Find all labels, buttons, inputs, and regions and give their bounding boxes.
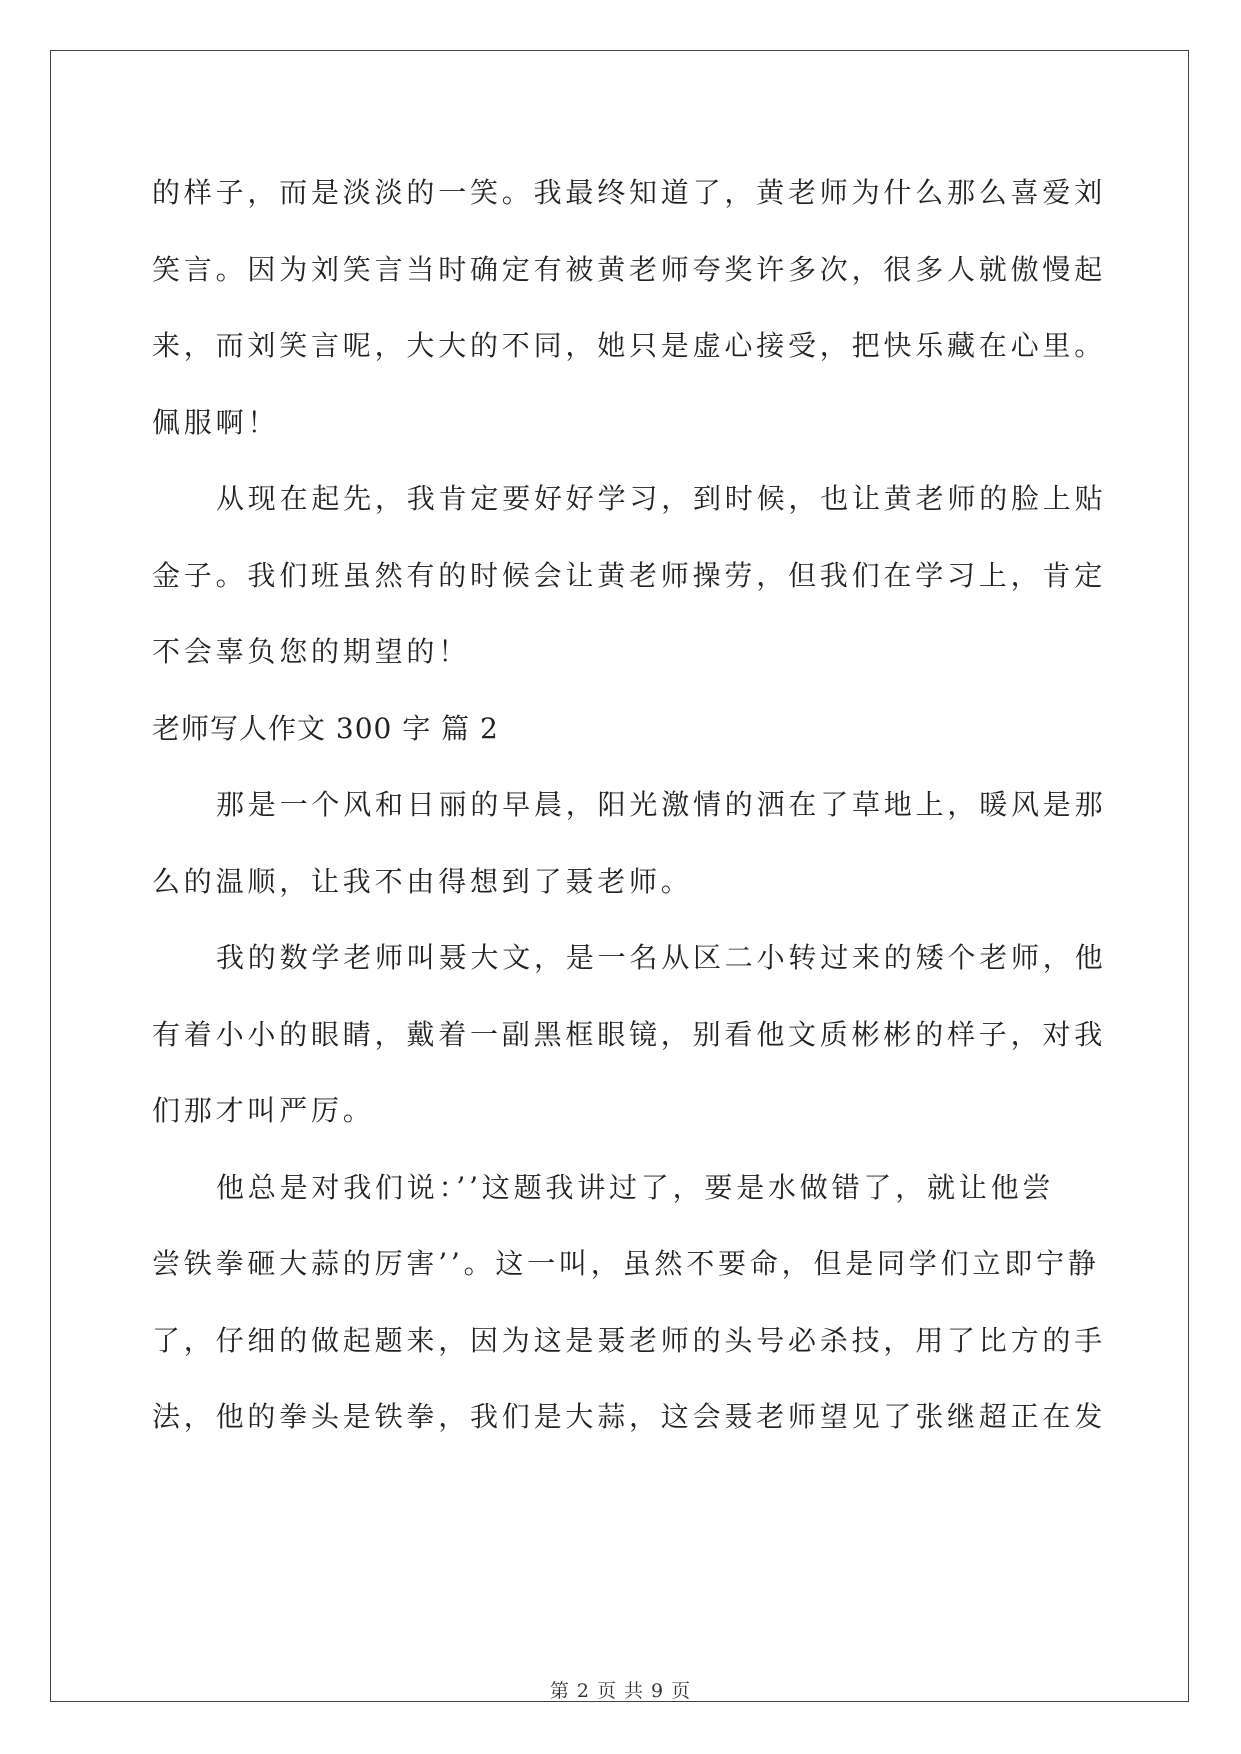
text-line-17: 法，他的拳头是铁拳，我们是大蒜，这会聂老师望见了张继超正在发 xyxy=(152,1400,1107,1433)
text-line-12: 有着小小的眼睛，戴着一副黑框眼镜，别看他文质彬彬的样子，对我 xyxy=(152,1017,1107,1051)
text-line-6: 金子。我们班虽然有的时候会让黄老师操劳，但我们在学习上，肯定 xyxy=(152,558,1107,592)
text-line-16: 了，仔细的做起题来，因为这是聂老师的头号必杀技，用了比方的手 xyxy=(152,1323,1107,1357)
text-line-4: 佩服啊！ xyxy=(152,405,280,439)
text-line-7: 不会辜负您的期望的！ xyxy=(152,635,471,668)
section-heading: 老师写人作文 300 字 篇 2 xyxy=(152,711,499,745)
page-number-footer: 第 2 页 共 9 页 xyxy=(549,1680,692,1702)
text-line-5: 从现在起先，我肯定要好好学习，到时候，也让黄老师的脸上贴 xyxy=(216,482,1107,515)
text-line-11: 我的数学老师叫聂大文，是一名从区二小转过来的矮个老师，他 xyxy=(216,941,1107,974)
document-body xyxy=(152,155,1107,1456)
text-line-2: 笑言。因为刘笑言当时确定有被黄老师夸奖许多次，很多人就傲慢起 xyxy=(152,252,1107,286)
text-line-13: 们那才叫严厉。 xyxy=(152,1094,375,1127)
text-line-3: 来，而刘笑言呢，大大的不同，她只是虚心接受，把快乐藏在心里。 xyxy=(152,329,1107,362)
text-line-15: 尝铁拳砸大蒜的厉害’’。这一叫，虽然不要命，但是同学们立即宁静 xyxy=(152,1247,1100,1280)
text-line-9: 那是一个风和日丽的早晨，阳光激情的洒在了草地上，暖风是那 xyxy=(216,788,1107,821)
text-line-1: 的样子，而是淡淡的一笑。我最终知道了，黄老师为什么那么喜爱刘 xyxy=(152,176,1107,209)
text-line-10: 么的温顺，让我不由得想到了聂老师。 xyxy=(152,864,693,898)
text-line-14: 他总是对我们说：’’这题我讲过了，要是水做错了，就让他尝 xyxy=(216,1170,1055,1204)
